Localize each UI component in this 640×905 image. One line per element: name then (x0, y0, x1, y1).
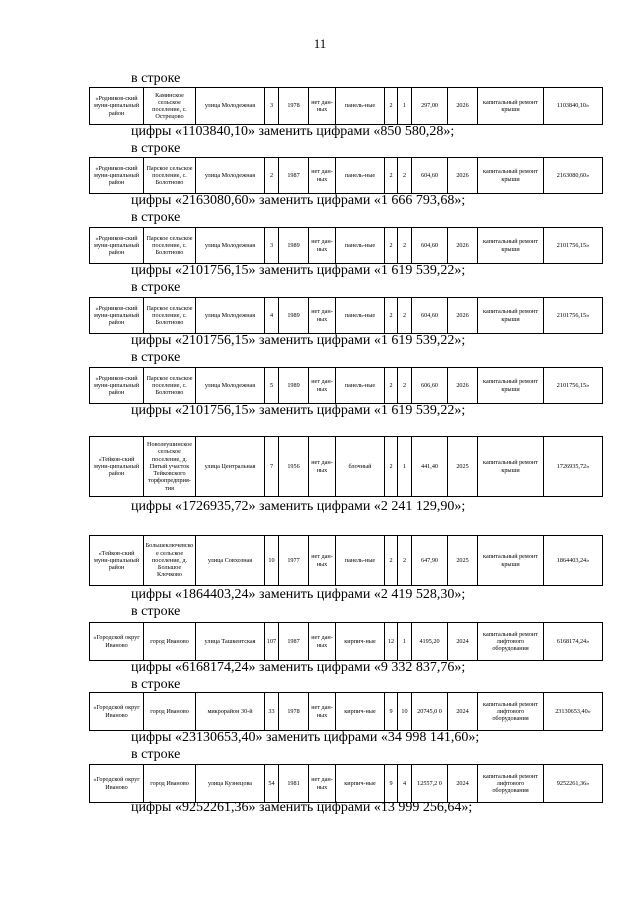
table-cell: «Городской округ Иваново (90, 693, 144, 731)
table-cell: 3 (265, 88, 279, 125)
table-cell: кирпич-ные (336, 765, 385, 803)
table-cell: 2 (385, 368, 398, 404)
table-cell: кирпич-ные (336, 623, 385, 661)
table-cell: 2026 (448, 368, 478, 404)
table-cell: панель-ные (336, 536, 385, 586)
table-cell: 1989 (279, 368, 309, 404)
table-cell: нет дан-ных (309, 158, 336, 194)
table-row (89, 692, 603, 731)
table-cell: Парское сельское поселение, с. Болотново (144, 298, 196, 334)
table-cell: 2024 (448, 623, 478, 661)
table-row (89, 436, 603, 497)
table-cell: 23130653,40» (544, 693, 603, 731)
table-cell: 1 (398, 437, 412, 497)
table-cell: 10 (398, 693, 412, 731)
table-cell: блочный (336, 437, 385, 497)
table-cell: Парское сельское поселение, с. Болотново (144, 158, 196, 194)
table-cell: улица Молодежная (196, 158, 265, 194)
table-cell: 2026 (448, 158, 478, 194)
table-cell: 441,40 (412, 437, 448, 497)
table-cell: капитальный ремонт крыши (478, 368, 544, 404)
table-cell: «Родников-ский муни-ципальный район (90, 368, 144, 404)
table-cell: 2026 (448, 298, 478, 334)
table-row (89, 764, 603, 803)
table-cell: панель-ные (336, 158, 385, 194)
table-cell: «Родников-ский муни-ципальный район (90, 298, 144, 334)
table-cell: Парское сельское поселение, с. Болотново (144, 228, 196, 264)
table-cell: 2101756,15» (544, 368, 603, 404)
table-cell: «Городской округ Иваново (90, 765, 144, 803)
table-cell: 2163080,60» (544, 158, 603, 194)
table-cell: Большеключевское сельское поселение, д. Большое Клочково (144, 536, 196, 586)
table-cell: капитальный ремонт крыши (478, 88, 544, 125)
table-cell: 604,60 (412, 228, 448, 264)
intro-text: в строке (131, 604, 181, 619)
table-row (89, 622, 603, 661)
page-number: 11 (313, 36, 327, 51)
intro-text: в строке (131, 210, 181, 225)
table-cell: 20745,0 0 (412, 693, 448, 731)
table-cell: 1864403,24» (544, 536, 603, 586)
table-cell: 3 (265, 228, 279, 264)
table-cell: 1726935,72» (544, 437, 603, 497)
table-cell: 2101756,15» (544, 228, 603, 264)
table-cell: 2 (385, 158, 398, 194)
table-row (89, 87, 603, 125)
table-cell: панель-ные (336, 228, 385, 264)
table-cell: 2 (398, 536, 412, 586)
table-cell: 604,60 (412, 298, 448, 334)
table-cell: 5 (265, 368, 279, 404)
table-cell: капитальный ремонт крыши (478, 158, 544, 194)
intro-text: в строке (131, 280, 181, 295)
table-cell: капитальный ремонт лифтового оборудования (478, 623, 544, 661)
table-cell: 647,90 (412, 536, 448, 586)
replacement-text: цифры «23130653,40» заменить цифрами «34 998 141,60»; (131, 730, 480, 745)
table-cell: «Родников-ский муни-ципальный район (90, 158, 144, 194)
table-cell: капитальный ремонт крыши (478, 228, 544, 264)
table-cell: 2025 (448, 437, 478, 497)
table-cell: 297,00 (412, 88, 448, 125)
table-cell: 12557,2 0 (412, 765, 448, 803)
table-cell: улица Кузнецова (196, 765, 265, 803)
table-cell: 1977 (279, 536, 309, 586)
replacement-text: цифры «1864403,24» заменить цифрами «2 419 528,30»; (131, 587, 466, 602)
table-cell: 7 (265, 437, 279, 497)
table-cell: нет дан-ных (309, 536, 336, 586)
table-cell: улица Молодежная (196, 298, 265, 334)
table-row (89, 227, 603, 264)
table-cell: 2025 (448, 536, 478, 586)
table-cell: город Иваново (144, 693, 196, 731)
table-cell: улица Молодежная (196, 228, 265, 264)
table-cell: 33 (265, 693, 279, 731)
table-cell: нет дан-ных (309, 298, 336, 334)
table-cell: 12 (385, 623, 398, 661)
table-cell: 2 (265, 158, 279, 194)
replacement-text: цифры «6168174,24» заменить цифрами «9 332 837,76»; (131, 660, 466, 675)
table-cell: улица Центральная (196, 437, 265, 497)
table-cell: «Родников-ский муни-ципальный район (90, 228, 144, 264)
table-cell: нет дан-ных (309, 623, 336, 661)
table-cell: 4195,20 (412, 623, 448, 661)
table-cell: 2 (385, 437, 398, 497)
table-cell: 1987 (279, 158, 309, 194)
table-cell: 2 (385, 536, 398, 586)
table-cell: нет дан-ных (309, 228, 336, 264)
table-cell: город Иваново (144, 765, 196, 803)
table-cell: нет дан-ных (309, 693, 336, 731)
table-cell: кирпич-ные (336, 693, 385, 731)
table-cell: нет дан-ных (309, 437, 336, 497)
table-cell: 2 (385, 88, 398, 125)
table-cell: 2 (398, 158, 412, 194)
table-cell: капитальный ремонт лифтового оборудования (478, 693, 544, 731)
table-cell: 9252261,36» (544, 765, 603, 803)
table-cell: Каминское сельское поселение, с. Острецово (144, 88, 196, 125)
replacement-text: цифры «2101756,15» заменить цифрами «1 619 539,22»; (131, 333, 466, 348)
table-cell: нет дан-ных (309, 765, 336, 803)
table-cell: 1956 (279, 437, 309, 497)
table-cell: 6168174,24» (544, 623, 603, 661)
replacement-text: цифры «2101756,15» заменить цифрами «1 619 539,22»; (131, 403, 466, 418)
table-cell: капитальный ремонт крыши (478, 437, 544, 497)
intro-text: в строке (131, 350, 181, 365)
table-cell: 604,60 (412, 158, 448, 194)
table-row (89, 367, 603, 404)
table-cell: 9 (385, 765, 398, 803)
table-cell: капитальный ремонт крыши (478, 298, 544, 334)
table-cell: 1978 (279, 88, 309, 125)
table-cell: 4 (398, 765, 412, 803)
table-cell: 1 (398, 623, 412, 661)
replacement-text: цифры «2163080,60» заменить цифрами «1 666 793,68»; (131, 193, 466, 208)
intro-text: в строке (131, 71, 181, 86)
intro-text: в строке (131, 747, 181, 762)
table-cell: улица Ташкентская (196, 623, 265, 661)
replacement-text: цифры «9252261,36» заменить цифрами «13 999 256,64»; (131, 800, 473, 815)
table-cell: Новолеушинское сельское поселение, д. Пятый участок Тейковского торфопредприя-тия (144, 437, 196, 497)
table-cell: 2026 (448, 88, 478, 125)
table-cell: 1978 (279, 693, 309, 731)
table-cell: капитальный ремонт крыши (478, 536, 544, 586)
table-cell: «Городской округ Иваново (90, 623, 144, 661)
table-cell: город Иваново (144, 623, 196, 661)
table-cell: 4 (265, 298, 279, 334)
table-cell: 2026 (448, 228, 478, 264)
table-cell: 1103840,10» (544, 88, 603, 125)
table-cell: улица Молодежная (196, 88, 265, 125)
replacement-text: цифры «1103840,10» заменить цифрами «850 580,28»; (131, 124, 455, 139)
table-cell: капитальный ремонт лифтового оборудования (478, 765, 544, 803)
table-cell: 9 (385, 693, 398, 731)
table-cell: 1989 (279, 298, 309, 334)
table-cell: «Родников-ский муни-ципальный район (90, 88, 144, 125)
table-cell: 2101756,15» (544, 298, 603, 334)
table-cell: нет дан-ных (309, 368, 336, 404)
table-cell: 2 (385, 228, 398, 264)
table-cell: 107 (265, 623, 279, 661)
table-cell: 2 (398, 298, 412, 334)
table-cell: 2024 (448, 765, 478, 803)
table-cell: панель-ные (336, 88, 385, 125)
table-cell: 2 (398, 368, 412, 404)
table-cell: 1981 (279, 765, 309, 803)
table-cell: 2024 (448, 693, 478, 731)
table-cell: микрорайон 30-й (196, 693, 265, 731)
table-row (89, 297, 603, 334)
table-cell: 1987 (279, 623, 309, 661)
table-cell: панель-ные (336, 368, 385, 404)
table-cell: 1989 (279, 228, 309, 264)
intro-text: в строке (131, 677, 181, 692)
table-cell: панель-ные (336, 298, 385, 334)
table-cell: улица Молодежная (196, 368, 265, 404)
table-cell: «Тейков-ский муни-ципальный район (90, 437, 144, 497)
table-cell: 54 (265, 765, 279, 803)
table-cell: 606,60 (412, 368, 448, 404)
intro-text: в строке (131, 141, 181, 156)
table-cell: 1 (398, 88, 412, 125)
table-cell: 2 (385, 298, 398, 334)
table-cell: 10 (265, 536, 279, 586)
table-cell: нет дан-ных (309, 88, 336, 125)
replacement-text: цифры «2101756,15» заменить цифрами «1 619 539,22»; (131, 263, 466, 278)
table-row (89, 157, 603, 194)
replacement-text: цифры «1726935,72» заменить цифрами «2 241 129,90»; (131, 499, 466, 514)
table-cell: 2 (398, 228, 412, 264)
table-cell: Парское сельское поселение, с. Болотново (144, 368, 196, 404)
table-cell: улица Совхозная (196, 536, 265, 586)
table-cell: «Тейков-ский муни-ципальный район (90, 536, 144, 586)
table-row (89, 535, 603, 586)
